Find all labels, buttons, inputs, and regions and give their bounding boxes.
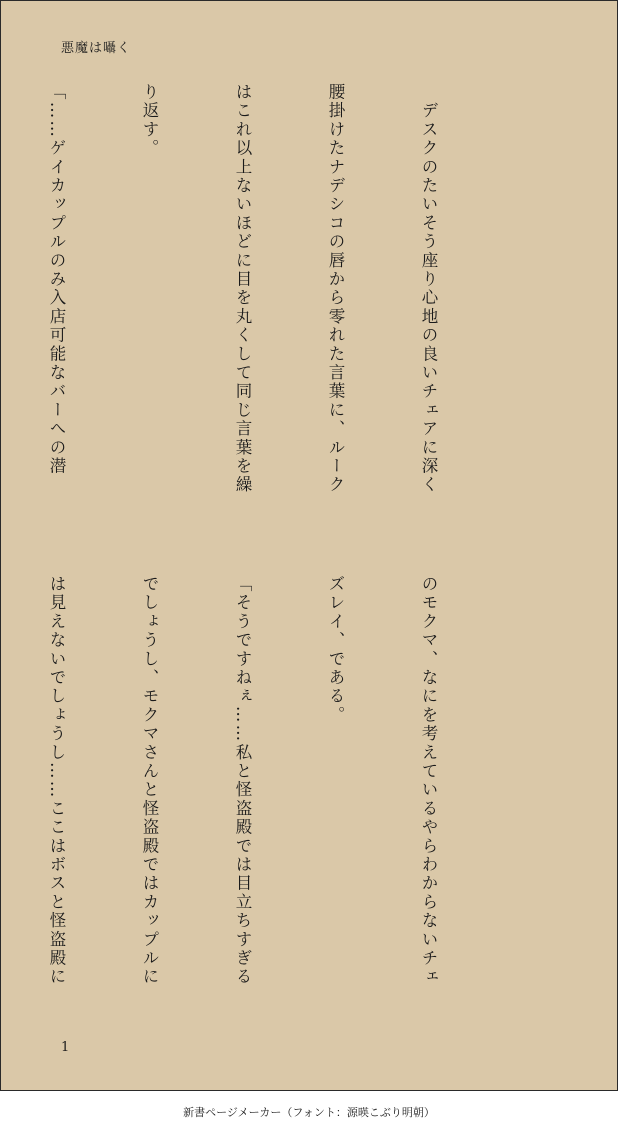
text-line: ズレイ、である。 xyxy=(326,575,345,725)
text-block-lower xyxy=(47,575,506,995)
text-block-upper xyxy=(47,83,506,543)
text-line: 「そうですねぇ……私と怪盗殿では目立ちすぎる xyxy=(233,575,252,987)
text-line: 腰掛けたナデシコの唇から零れた言葉に、ルーク xyxy=(326,83,345,495)
text-line: 「……ゲイカップルのみ入店可能なバーへの潜 xyxy=(47,83,66,476)
text-line: デスクのたいそう座り心地の良いチェアに深く xyxy=(419,83,438,495)
text-line: でしょうし、モクマさんと怪盗殿ではカップルに xyxy=(140,575,159,987)
footer-caption: 新書ページメーカー（フォント：源暎こぶり明朝） xyxy=(183,1106,435,1119)
running-title: 悪魔は囁く xyxy=(61,41,132,56)
text-line: は見えないでしょうし……ここはボスと怪盗殿に xyxy=(47,575,66,987)
page-number: 1 xyxy=(61,1040,70,1055)
text-line: はこれ以上ないほどに目を丸くして同じ言葉を繰 xyxy=(233,83,252,495)
text-line: のモクマ、なにを考えているやらわからないチェ xyxy=(419,575,438,987)
text-line: り返す。 xyxy=(140,83,159,158)
